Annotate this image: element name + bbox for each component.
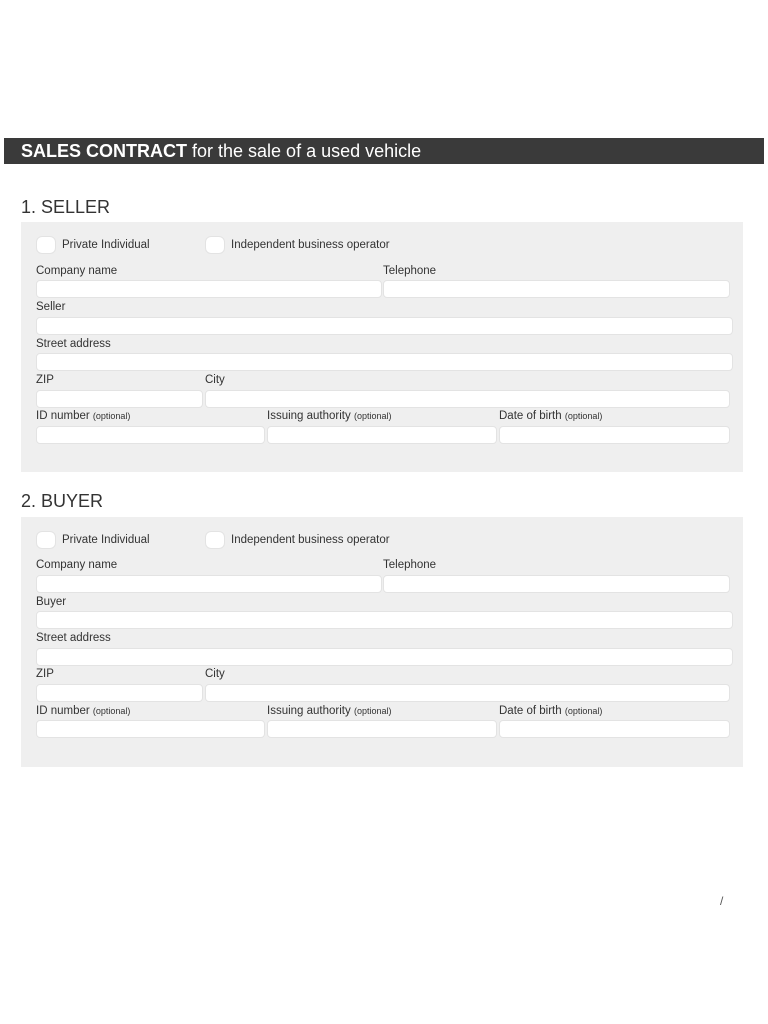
page-number: / xyxy=(720,894,724,908)
buyer-dob-input[interactable] xyxy=(499,720,730,738)
seller-id-label: ID number (optional) xyxy=(36,410,131,422)
seller-private-label: Private Individual xyxy=(62,239,150,251)
seller-telephone-input[interactable] xyxy=(383,280,730,298)
document-title-rest: for the sale of a used vehicle xyxy=(187,141,422,161)
buyer-company-input[interactable] xyxy=(36,575,382,593)
seller-issuing-input[interactable] xyxy=(267,426,497,444)
buyer-panel xyxy=(21,517,743,767)
buyer-heading: 2. BUYER xyxy=(21,491,104,511)
buyer-street-label: Street address xyxy=(36,632,111,644)
seller-private-checkbox[interactable] xyxy=(36,236,56,254)
document-title-bold: SALES CONTRACT xyxy=(21,141,187,161)
buyer-issuing-input[interactable] xyxy=(267,720,497,738)
seller-zip-label: ZIP xyxy=(36,374,54,386)
buyer-name-label: Buyer xyxy=(36,596,67,608)
buyer-private-checkbox[interactable] xyxy=(36,531,56,549)
seller-panel xyxy=(21,222,743,472)
buyer-city-label: City xyxy=(205,668,225,680)
document-title-bar xyxy=(4,138,764,164)
seller-street-input[interactable] xyxy=(36,353,733,371)
buyer-street-input[interactable] xyxy=(36,648,733,666)
seller-business-checkbox[interactable] xyxy=(205,236,225,254)
seller-city-input[interactable] xyxy=(205,390,730,408)
seller-dob-input[interactable] xyxy=(499,426,730,444)
seller-telephone-label: Telephone xyxy=(383,265,437,277)
seller-name-label: Seller xyxy=(36,301,66,313)
seller-business-label: Independent business operator xyxy=(231,239,390,251)
buyer-zip-label: ZIP xyxy=(36,668,54,680)
buyer-business-label: Independent business operator xyxy=(231,534,390,546)
seller-city-label: City xyxy=(205,374,225,386)
buyer-issuing-label: Issuing authority (optional) xyxy=(267,705,392,717)
seller-company-input[interactable] xyxy=(36,280,382,298)
buyer-id-input[interactable] xyxy=(36,720,265,738)
buyer-private-label: Private Individual xyxy=(62,534,150,546)
seller-dob-label: Date of birth (optional) xyxy=(499,410,603,422)
buyer-id-label: ID number (optional) xyxy=(36,705,131,717)
buyer-business-checkbox[interactable] xyxy=(205,531,225,549)
buyer-dob-label: Date of birth (optional) xyxy=(499,705,603,717)
seller-street-label: Street address xyxy=(36,338,111,350)
buyer-telephone-input[interactable] xyxy=(383,575,730,593)
buyer-zip-input[interactable] xyxy=(36,684,203,702)
buyer-company-label: Company name xyxy=(36,559,118,571)
seller-company-label: Company name xyxy=(36,265,118,277)
seller-name-input[interactable] xyxy=(36,317,733,335)
seller-issuing-label: Issuing authority (optional) xyxy=(267,410,392,422)
seller-id-input[interactable] xyxy=(36,426,265,444)
seller-zip-input[interactable] xyxy=(36,390,203,408)
buyer-telephone-label: Telephone xyxy=(383,559,437,571)
buyer-city-input[interactable] xyxy=(205,684,730,702)
buyer-name-input[interactable] xyxy=(36,611,733,629)
seller-heading: 1. SELLER xyxy=(21,197,111,217)
